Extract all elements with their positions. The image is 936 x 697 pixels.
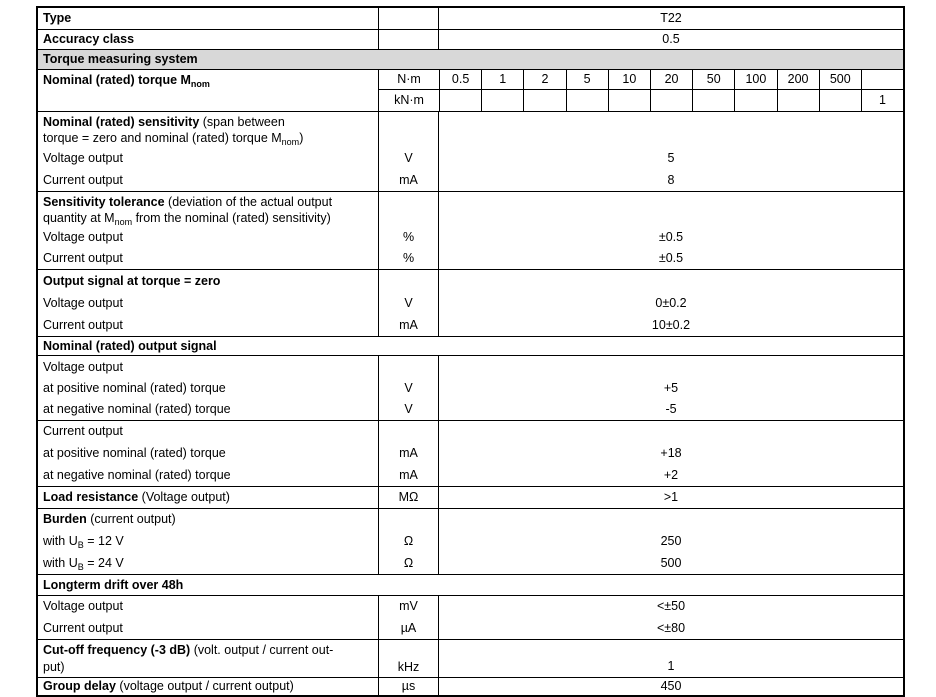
value-cell: 250	[660, 534, 682, 548]
group-delay-label-rest: (voltage output / current output)	[115, 679, 294, 693]
unit-cell: %	[402, 230, 415, 244]
burden-title-bold: Burden	[43, 512, 87, 526]
accuracy-value: 0.5	[662, 32, 680, 46]
value-cell: >1	[663, 490, 679, 504]
current-group-label-cell	[38, 421, 378, 486]
cutoff-value-cell	[438, 640, 903, 677]
row-label: Voltage output	[43, 230, 123, 244]
torque-value-cell: 100	[734, 70, 776, 89]
spec-table	[36, 6, 905, 697]
value-cell: 8	[667, 173, 675, 187]
torque-value-cell: 2	[523, 70, 565, 89]
voltage-group-title: Voltage output	[43, 360, 123, 374]
unit-cell: mA	[399, 318, 418, 332]
voltage-group-value-cell	[438, 356, 903, 420]
nominal-torque-label-cell	[38, 70, 378, 111]
torque-value-cell: 5	[566, 70, 608, 89]
tolerance-value-cell	[438, 192, 903, 269]
voltage-group-label-cell	[38, 356, 378, 420]
load-resistance-label-cell	[38, 487, 378, 508]
zero-output-value-cell	[438, 270, 903, 336]
cutoff-label-cell	[38, 640, 378, 677]
value-cell: <±80	[656, 621, 686, 635]
section-longterm-drift	[38, 595, 903, 639]
row-label: at positive nominal (rated) torque	[43, 446, 226, 460]
burden-title-rest: (current output)	[86, 512, 176, 526]
sensitivity-unit-cell	[378, 112, 438, 191]
section-header-longterm-drift	[38, 574, 903, 595]
sensitivity-section-title: Nominal (rated) sensitivity (span between torque = zero and nominal (rated) torque $M_{nom}$)	[43, 115, 304, 147]
torque-value-cell	[650, 90, 692, 111]
row-accuracy-class	[38, 29, 903, 49]
torque-value-cell	[608, 90, 650, 111]
unit-cell: mA	[399, 446, 418, 460]
section-current-output-group	[38, 420, 903, 486]
accuracy-label: Accuracy class	[43, 32, 135, 46]
load-resistance-label-rest: (Voltage output)	[138, 490, 230, 504]
group-delay-label-cell	[38, 678, 378, 695]
nominal-output-header-text: Nominal (rated) output signal	[43, 339, 217, 353]
torque-value-cell	[439, 90, 481, 111]
row-label: with $U_B = 12$ V	[43, 534, 124, 550]
value-cell: +5	[663, 381, 679, 395]
unit-cell: mA	[399, 468, 418, 482]
group-delay-value-cell	[438, 678, 903, 695]
current-group-value-cell	[438, 421, 903, 486]
load-resistance-label-bold: Load resistance	[43, 490, 139, 504]
row-label: Current output	[43, 318, 123, 332]
row-load-resistance	[38, 486, 903, 508]
torque-value-cell: 10	[608, 70, 650, 89]
longterm-unit-cell	[378, 596, 438, 639]
unit-cell: N·m	[397, 72, 421, 86]
value-cell: 450	[660, 679, 682, 693]
row-label: Current output	[43, 173, 123, 187]
zero-output-unit-cell	[378, 270, 438, 336]
section-voltage-output-group	[38, 355, 903, 420]
longterm-label-cell	[38, 596, 378, 639]
unit-cell: Ω	[403, 556, 414, 570]
burden-unit-cell	[378, 509, 438, 574]
zero-output-section-title: Output signal at torque = zero	[43, 274, 221, 288]
torque-row-nm	[379, 70, 903, 90]
torque-value-cell: 200	[777, 70, 819, 89]
value-cell: +2	[663, 468, 679, 482]
type-label-cell	[38, 8, 378, 29]
burden-label-cell	[38, 509, 378, 574]
value-cell: ±0.5	[658, 251, 684, 265]
torque-system-header-text: Torque measuring system	[43, 52, 198, 66]
section-header-nominal-output	[38, 336, 903, 355]
torque-value-cell: 1	[481, 70, 523, 89]
nominal-torque-label: Nominal (rated) torque $M_{nom}$	[43, 73, 210, 89]
row-label: Voltage output	[43, 296, 123, 310]
value-cell: 500	[660, 556, 682, 570]
value-cell: -5	[665, 402, 677, 416]
unit-cell: MΩ	[398, 490, 419, 504]
unit-cell: V	[404, 151, 413, 165]
type-value: T22	[660, 11, 682, 25]
value-cell: +18	[660, 446, 682, 460]
type-unit-cell	[378, 8, 438, 29]
row-label: Current output	[43, 621, 123, 635]
torque-value-cell	[777, 90, 819, 111]
current-group-unit-cell	[378, 421, 438, 486]
unit-cell: µA	[400, 621, 417, 635]
unit-cell: mV	[399, 599, 418, 613]
torque-matrix	[378, 70, 903, 111]
torque-value-cell	[692, 90, 734, 111]
cutoff-unit-cell	[378, 640, 438, 677]
unit-cell: V	[404, 402, 413, 416]
load-resistance-value-cell	[438, 487, 903, 508]
group-delay-label-bold: Group delay	[43, 679, 116, 693]
section-burden	[38, 508, 903, 574]
longterm-header-text: Longterm drift over 48h	[43, 578, 184, 592]
torque-value-cell: 0.5	[439, 70, 481, 89]
type-value-cell	[438, 8, 903, 29]
value-cell: 10±0.2	[651, 318, 691, 332]
value-cell: 5	[667, 151, 675, 165]
row-label: at negative nominal (rated) torque	[43, 468, 231, 482]
unit-cell: kN·m	[394, 93, 424, 107]
torque-value-cell: 1	[861, 90, 903, 111]
accuracy-unit-cell	[378, 30, 438, 49]
row-label: Current output	[43, 251, 123, 265]
row-label: Voltage output	[43, 599, 123, 613]
unit-cell: V	[404, 381, 413, 395]
row-label: with $U_B = 24$ V	[43, 556, 124, 572]
section-zero-output	[38, 269, 903, 336]
current-group-title: Current output	[43, 424, 123, 438]
cutoff-label: Cut-off frequency (-3 dB) (volt. output / current out- put)	[43, 643, 334, 674]
torque-value-cell	[481, 90, 523, 111]
torque-value-cell	[566, 90, 608, 111]
torque-value-cell	[861, 70, 903, 89]
accuracy-value-cell	[438, 30, 903, 49]
section-nominal-sensitivity	[38, 111, 903, 191]
unit-cell: mA	[399, 173, 418, 187]
torque-row-knm	[379, 90, 903, 111]
tolerance-label-cell	[38, 192, 378, 269]
section-sensitivity-tolerance	[38, 191, 903, 269]
longterm-value-cell	[438, 596, 903, 639]
torque-value-cell	[734, 90, 776, 111]
value-cell: 1	[667, 659, 675, 673]
row-label: at negative nominal (rated) torque	[43, 402, 231, 416]
value-cell: ±0.5	[658, 230, 684, 244]
section-header-torque-measuring-system	[38, 49, 903, 69]
value-cell: <±50	[656, 599, 686, 613]
accuracy-label-cell	[38, 30, 378, 49]
zero-output-label-cell	[38, 270, 378, 336]
type-label: Type	[43, 11, 72, 25]
voltage-group-unit-cell	[378, 356, 438, 420]
torque-value-cell	[523, 90, 565, 111]
group-delay-unit-cell	[378, 678, 438, 695]
unit-cell: µs	[401, 679, 416, 693]
row-label: Voltage output	[43, 151, 123, 165]
row-label: at positive nominal (rated) torque	[43, 381, 226, 395]
tolerance-unit-cell	[378, 192, 438, 269]
burden-value-cell	[438, 509, 903, 574]
load-resistance-unit-cell	[378, 487, 438, 508]
row-group-delay	[38, 677, 903, 695]
row-cutoff-frequency	[38, 639, 903, 677]
torque-value-cell: 50	[692, 70, 734, 89]
torque-value-cell	[819, 90, 861, 111]
sensitivity-value-cell	[438, 112, 903, 191]
row-type	[38, 8, 903, 29]
unit-cell: Ω	[403, 534, 414, 548]
nominal-torque-label-subscript: nom	[190, 79, 210, 89]
unit-cell: kHz	[397, 660, 420, 674]
torque-value-cell: 20	[650, 70, 692, 89]
value-cell: 0±0.2	[655, 296, 687, 310]
unit-cell: %	[402, 251, 415, 265]
tolerance-section-title: Sensitivity tolerance (deviation of the actual output quantity at $M_{nom}$ from the nominal (rated) sensitivity)	[43, 195, 333, 227]
row-nominal-torque	[38, 69, 903, 111]
unit-cell: V	[404, 296, 413, 310]
sensitivity-label-cell	[38, 112, 378, 191]
torque-value-cell: 500	[819, 70, 861, 89]
